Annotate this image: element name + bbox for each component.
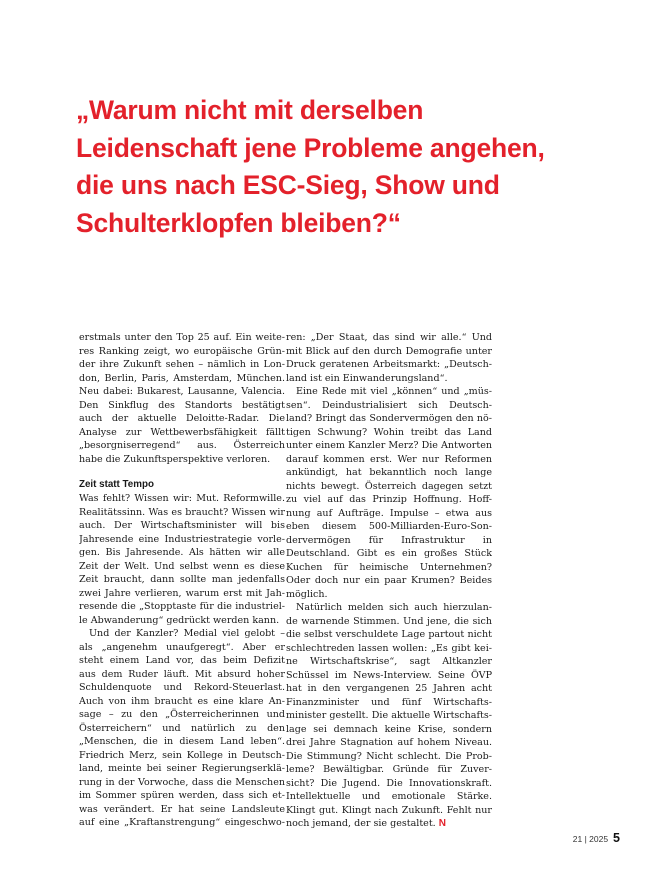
text-line: Österreichern“ und natürlich zu den bbox=[79, 722, 285, 734]
right-paragraph-1 bbox=[286, 331, 492, 385]
text-line-last bbox=[286, 817, 492, 831]
text-line: Klingt gut. Klingt nach Zukunft. Fehlt nur bbox=[286, 804, 492, 816]
text-line: don, Berlin, Paris, Amsterdam, München. bbox=[79, 372, 285, 384]
text-line: Finanzminister und fünf Wirtschafts- bbox=[286, 696, 492, 708]
text-line: erstmals unter den Top 25 auf. Ein weite- bbox=[79, 332, 285, 343]
text-line: Schüssel im News-Interview. Seine ÖVP bbox=[286, 669, 492, 681]
text-line: habe die Zukunftsperspektive verloren. bbox=[79, 453, 271, 465]
headline-line-2: Leidenschaft jene Probleme angehen, bbox=[76, 132, 545, 163]
text-line: die selbst verschuldete Lage partout nicht bbox=[286, 629, 492, 640]
issue-number: 21 | 2025 bbox=[572, 834, 609, 844]
text-line: gen. Bis Jahresende. Als hätten wir alle bbox=[79, 547, 285, 558]
page-footer bbox=[573, 831, 620, 845]
text-line: Zeit braucht, dann sollte man jedenfalls bbox=[79, 574, 285, 585]
text-line: Auch von ihm braucht es eine klare An- bbox=[79, 695, 285, 707]
page-number: 5 bbox=[613, 831, 620, 845]
text-line: als „angenehm unaufgeregt“. Aber er bbox=[79, 641, 285, 653]
text-line-content: noch jemand, der sie gestaltet. bbox=[286, 818, 436, 829]
text-line: auf eine „Kraftanstrengung“ eingeschwo- bbox=[79, 817, 285, 828]
text-line: Deutschland. Gibt es ein großes Stück bbox=[286, 548, 492, 559]
text-line: tigen Schwung? Wohin treibt das Land bbox=[286, 426, 492, 438]
subheading: Zeit statt Tempo bbox=[79, 479, 154, 490]
text-line: ren: „Der Staat, das sind wir alle.“ Und bbox=[286, 332, 492, 343]
text-line: Oder doch nur ein paar Krumen? Beides bbox=[286, 575, 492, 586]
text-line: de warnende Stimmen. Und jene, die sich bbox=[286, 615, 492, 627]
headline-line-3: die uns nach ESC-Sieg, Show und bbox=[76, 170, 500, 200]
text-line: land, meinte bei seiner Regierungserklä- bbox=[79, 763, 285, 774]
right-paragraph-2 bbox=[286, 385, 492, 601]
text-line: rung in der Vorwoche, dass die Menschen bbox=[79, 776, 285, 788]
text-line: nung auf Aufträge. Impulse – etwa aus bbox=[286, 507, 492, 519]
text-line: Den Sinkflug des Standorts bestätigt bbox=[79, 399, 285, 411]
text-line: leme? Bewältigbar. Gründe für Zuver- bbox=[286, 764, 492, 775]
text-line: was verändert. Er hat seine Landsleute bbox=[79, 803, 285, 815]
text-line: res Ranking zeigt, wo europäische Grün- bbox=[79, 345, 285, 357]
text-line: Zeit der Welt. Und selbst wenn es diese bbox=[79, 560, 285, 572]
text-line: le Abwanderung“ gedrückt werden kann. bbox=[79, 614, 280, 626]
headline-line-4: Schulterklopfen bleiben?“ bbox=[76, 207, 401, 238]
text-line: darauf kommen erst. Wer nur Reformen bbox=[286, 453, 492, 465]
text-line: sen“. Deindustrialisiert sich Deutsch- bbox=[286, 399, 492, 411]
headline bbox=[76, 92, 621, 242]
text-line: Die Stimmung? Nicht schlecht. Die Prob- bbox=[286, 750, 492, 762]
text-line: land? Bringt das Sondervermögen den nö- bbox=[286, 413, 492, 424]
text-line: mit Blick auf den durch Demografie unter bbox=[286, 345, 492, 357]
text-line: minister gestellt. Die aktuelle Wirtschafts- bbox=[286, 710, 492, 721]
left-paragraph-2 bbox=[79, 492, 285, 627]
text-line: drei Jahre Stagnation auf hohem Niveau. bbox=[286, 737, 492, 748]
text-line: „besorgniserregend“ aus. Österreich bbox=[79, 440, 285, 451]
text-line: Eine Rede mit viel „können“ und „müs- bbox=[296, 386, 492, 397]
end-mark-icon: N bbox=[438, 818, 446, 829]
text-line: aus dem Ruder läuft. Mit absurd hoher bbox=[79, 668, 285, 680]
text-line: im Sommer spüren werden, dass sich et- bbox=[79, 790, 285, 801]
left-column bbox=[79, 331, 285, 830]
text-line: auch. Der Wirtschaftsminister will bis bbox=[79, 520, 285, 531]
text-line: möglich. bbox=[286, 588, 328, 600]
text-line: unter einem Kanzler Merz? Die Antworten bbox=[286, 440, 492, 451]
text-line: auch der aktuelle Deloitte-Radar. Die bbox=[79, 413, 285, 424]
right-column bbox=[286, 331, 492, 831]
text-line: resende die „Stopptaste für die industriel- bbox=[79, 601, 285, 612]
text-line: Schuldenquote und Rekord-Steuerlast. bbox=[79, 682, 285, 693]
text-line: eben diesem 500-Milliarden-Euro-Son- bbox=[286, 521, 492, 532]
text-line: sage – zu den „Österreicherinnen und bbox=[79, 709, 285, 720]
text-line: Neu dabei: Bukarest, Lausanne, Valencia. bbox=[79, 386, 285, 397]
left-paragraph-1 bbox=[79, 331, 285, 466]
text-line: ankündigt, hat bekanntlich noch lange bbox=[286, 467, 492, 478]
text-line: lage sei demnach keine Krise, sondern bbox=[286, 723, 492, 735]
text-line: land ist ein Einwanderungsland“. bbox=[286, 372, 448, 384]
headline-line-1: „Warum nicht mit derselben bbox=[76, 95, 424, 125]
text-line: Druck geratenen Arbeitsmarkt: „Deutsch- bbox=[286, 359, 492, 370]
text-line: Was fehlt? Wissen wir: Mut. Reformwille. bbox=[79, 493, 285, 504]
text-line: zwei Jahre verlieren, warum erst mit Jah- bbox=[79, 587, 285, 599]
right-paragraph-3 bbox=[286, 601, 492, 831]
text-line: Intellektuelle und emotionale Stärke. bbox=[286, 791, 492, 802]
text-line: Und der Kanzler? Medial viel gelobt – bbox=[89, 628, 285, 639]
text-line: Realitätssinn. Was es braucht? Wissen wir bbox=[79, 506, 285, 518]
text-line: Friedrich Merz, sein Kollege in Deutsch- bbox=[79, 749, 285, 761]
text-line: ne Wirtschaftskrise“, sagt Altkanzler bbox=[286, 656, 492, 667]
text-line: „Menschen, die in diesem Land leben“. bbox=[79, 736, 285, 747]
text-line: nichts bewegt. Österreich dagegen setzt bbox=[286, 480, 492, 492]
text-line: schlechtreden lassen wollen: „Es gibt kei- bbox=[286, 642, 492, 654]
text-line: Jahresende eine Industriestrategie vorle- bbox=[79, 533, 285, 545]
text-line: zu viel auf das Prinzip Hoffnung. Hoff- bbox=[286, 494, 492, 505]
text-line: steht einem Land vor, das beim Defizit bbox=[79, 655, 285, 666]
text-line: dervermögen für Infrastruktur in bbox=[286, 534, 492, 546]
text-line: der ihre Zukunft sehen – nämlich in Lon- bbox=[79, 359, 285, 370]
text-line: Analyse zur Wettbewerbsfähigkeit fällt bbox=[79, 426, 285, 438]
text-line: sicht? Die Jugend. Die Innovationskraft. bbox=[286, 777, 492, 789]
text-line: Natürlich melden sich auch hierzulan- bbox=[296, 602, 492, 613]
text-line: hat in den vergangenen 25 Jahren acht bbox=[286, 683, 492, 694]
text-line: Kuchen für heimische Unternehmen? bbox=[286, 561, 492, 573]
left-paragraph-3 bbox=[79, 627, 285, 830]
